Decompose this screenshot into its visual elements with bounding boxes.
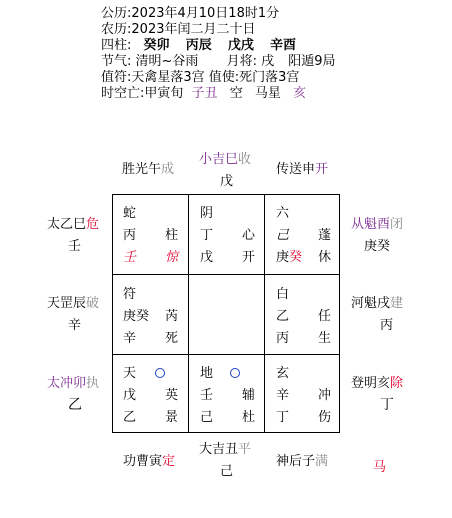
header-pillars [101,38,296,53]
text: 小吉巳 [199,152,239,167]
text: 传送申 [276,162,316,177]
cell-7-god: 天 [123,366,137,381]
cell-6-door: 生 [318,331,332,346]
cell-2-door: 开 [242,250,256,265]
cell-9-stem: 辛 [276,388,290,403]
stem-a: 庚 [276,250,290,265]
outer-left-top [47,217,99,232]
grid-divider [264,194,265,433]
cell-1-god: 蛇 [123,206,137,221]
outer-left-mid [47,296,99,311]
outer-right-top-stem: 庚癸 [364,239,391,254]
label: 节气 [101,54,128,69]
circle-icon [155,368,165,378]
cell-6-star: 任 [318,309,332,324]
text: 太冲卯 [47,376,87,391]
grid-divider [112,274,340,275]
value: :2023年闰二月二十日 [127,22,256,37]
label: 四柱 [101,38,128,53]
stem-b: 癸 [289,250,303,265]
text: 大吉丑 [199,442,239,457]
pillar-day: 戊戌 [227,38,254,53]
cell-4-stem: 庚癸 [123,309,150,324]
label: 公历 [101,6,128,21]
cell-3-stem: 己 [276,228,290,243]
horse-label: 马星 [254,86,281,101]
pillar-hour: 辛酉 [270,38,297,53]
officer: 成 [161,162,175,177]
cell-4-god: 符 [123,287,137,302]
prefix: 时空亡:甲寅旬 [101,86,184,101]
value: : [127,38,132,53]
horse-marker: 马 [373,460,387,475]
header-kongwang [101,86,306,101]
cell-3-stem2 [276,250,302,265]
officer: 闭 [390,217,404,232]
officer: 建 [390,296,404,311]
grid-divider [188,194,189,433]
cell-9-door: 伤 [318,410,332,425]
cell-8-star: 辅 [242,388,256,403]
month-general: 月将: 戌 [226,54,275,69]
cell-9-star: 冲 [318,388,332,403]
officer: 危 [86,217,100,232]
text: 从魁酉 [351,217,391,232]
cell-9-god: 玄 [276,366,290,381]
officer: 满 [315,454,329,469]
outer-right-mid [351,296,403,311]
cell-4-door: 死 [165,331,179,346]
header-solar [101,6,279,21]
cell-8-door: 杜 [242,410,256,425]
cell-4-stem2: 辛 [123,331,137,346]
cell-7-star: 英 [165,388,179,403]
grid-divider [112,354,340,355]
header-zhifu [101,70,299,85]
value: :2023年4月10日18时1分 [127,6,280,21]
circle-icon [230,368,240,378]
header-lunar [101,22,255,37]
cell-8-god: 地 [200,366,214,381]
pillar-month: 丙辰 [185,38,212,53]
outer-left-bot [47,376,99,391]
cell-3-star: 蓬 [318,228,332,243]
cell-8-stem2: 己 [200,410,214,425]
cell-1-star: 柱 [165,228,179,243]
text: 天罡辰 [47,296,87,311]
officer: 定 [162,454,176,469]
kong-label: 空 [229,86,243,101]
cell-2-god: 阴 [200,206,214,221]
cell-6-god: 白 [276,287,290,302]
outer-bot-mid-stem: 己 [220,464,234,479]
cell-2-star: 心 [242,228,256,243]
officer: 执 [86,376,100,391]
outer-right-bot [351,376,403,391]
outer-bot-mid [199,442,251,457]
cell-2-stem2: 戊 [200,250,214,265]
officer: 收 [238,152,252,167]
cell-7-stem2: 乙 [123,410,137,425]
text: 太乙巳 [47,217,87,232]
outer-top-left [122,162,174,177]
text: 胜光午 [122,162,162,177]
kong-branches: 子丑 [191,86,218,101]
cell-6-stem2: 丙 [276,331,290,346]
cell-3-door: 休 [318,250,332,265]
header-solar-term [101,54,336,69]
cell-1-stem2: 壬 [123,250,137,265]
horse-branch: 亥 [293,86,307,101]
outer-right-mid-stem: 丙 [380,318,394,333]
cell-7-stem: 戊 [123,388,137,403]
cell-4-star: 芮 [165,309,179,324]
text: 功曹寅 [123,454,163,469]
text: 河魁戌 [351,296,391,311]
outer-left-top-stem: 壬 [68,239,82,254]
text: 登明亥 [351,376,391,391]
cell-9-stem2: 丁 [276,410,290,425]
outer-left-bot-stem: 乙 [68,397,82,413]
pillar-year: 癸卯 [143,38,170,53]
cell-6-stem: 乙 [276,309,290,324]
officer: 破 [86,296,100,311]
outer-bot-left [123,454,175,469]
cell-1-stem: 丙 [123,228,137,243]
cell-8-stem: 壬 [200,388,214,403]
outer-right-top [351,217,403,232]
label: 农历 [101,22,128,37]
outer-right-bot-stem: 丁 [380,397,394,413]
value: : 清明~谷雨 [127,54,199,69]
outer-top-mid [199,152,251,167]
outer-left-mid-stem: 辛 [68,318,82,333]
officer: 开 [315,162,329,177]
cell-1-door: 惊 [165,250,179,265]
text: 神后子 [276,454,316,469]
outer-bot-right [276,454,328,469]
cell-2-stem: 丁 [200,228,214,243]
cell-7-door: 景 [165,410,179,425]
officer: 除 [390,376,404,391]
outer-top-mid-stem: 戊 [220,174,234,189]
value: 值符:天禽星落3宫 值使:死门落3宫 [101,70,300,85]
outer-top-right [276,162,328,177]
ju-number: 阳遁9局 [288,54,336,69]
cell-3-god: 六 [276,206,290,221]
officer: 平 [238,442,252,457]
